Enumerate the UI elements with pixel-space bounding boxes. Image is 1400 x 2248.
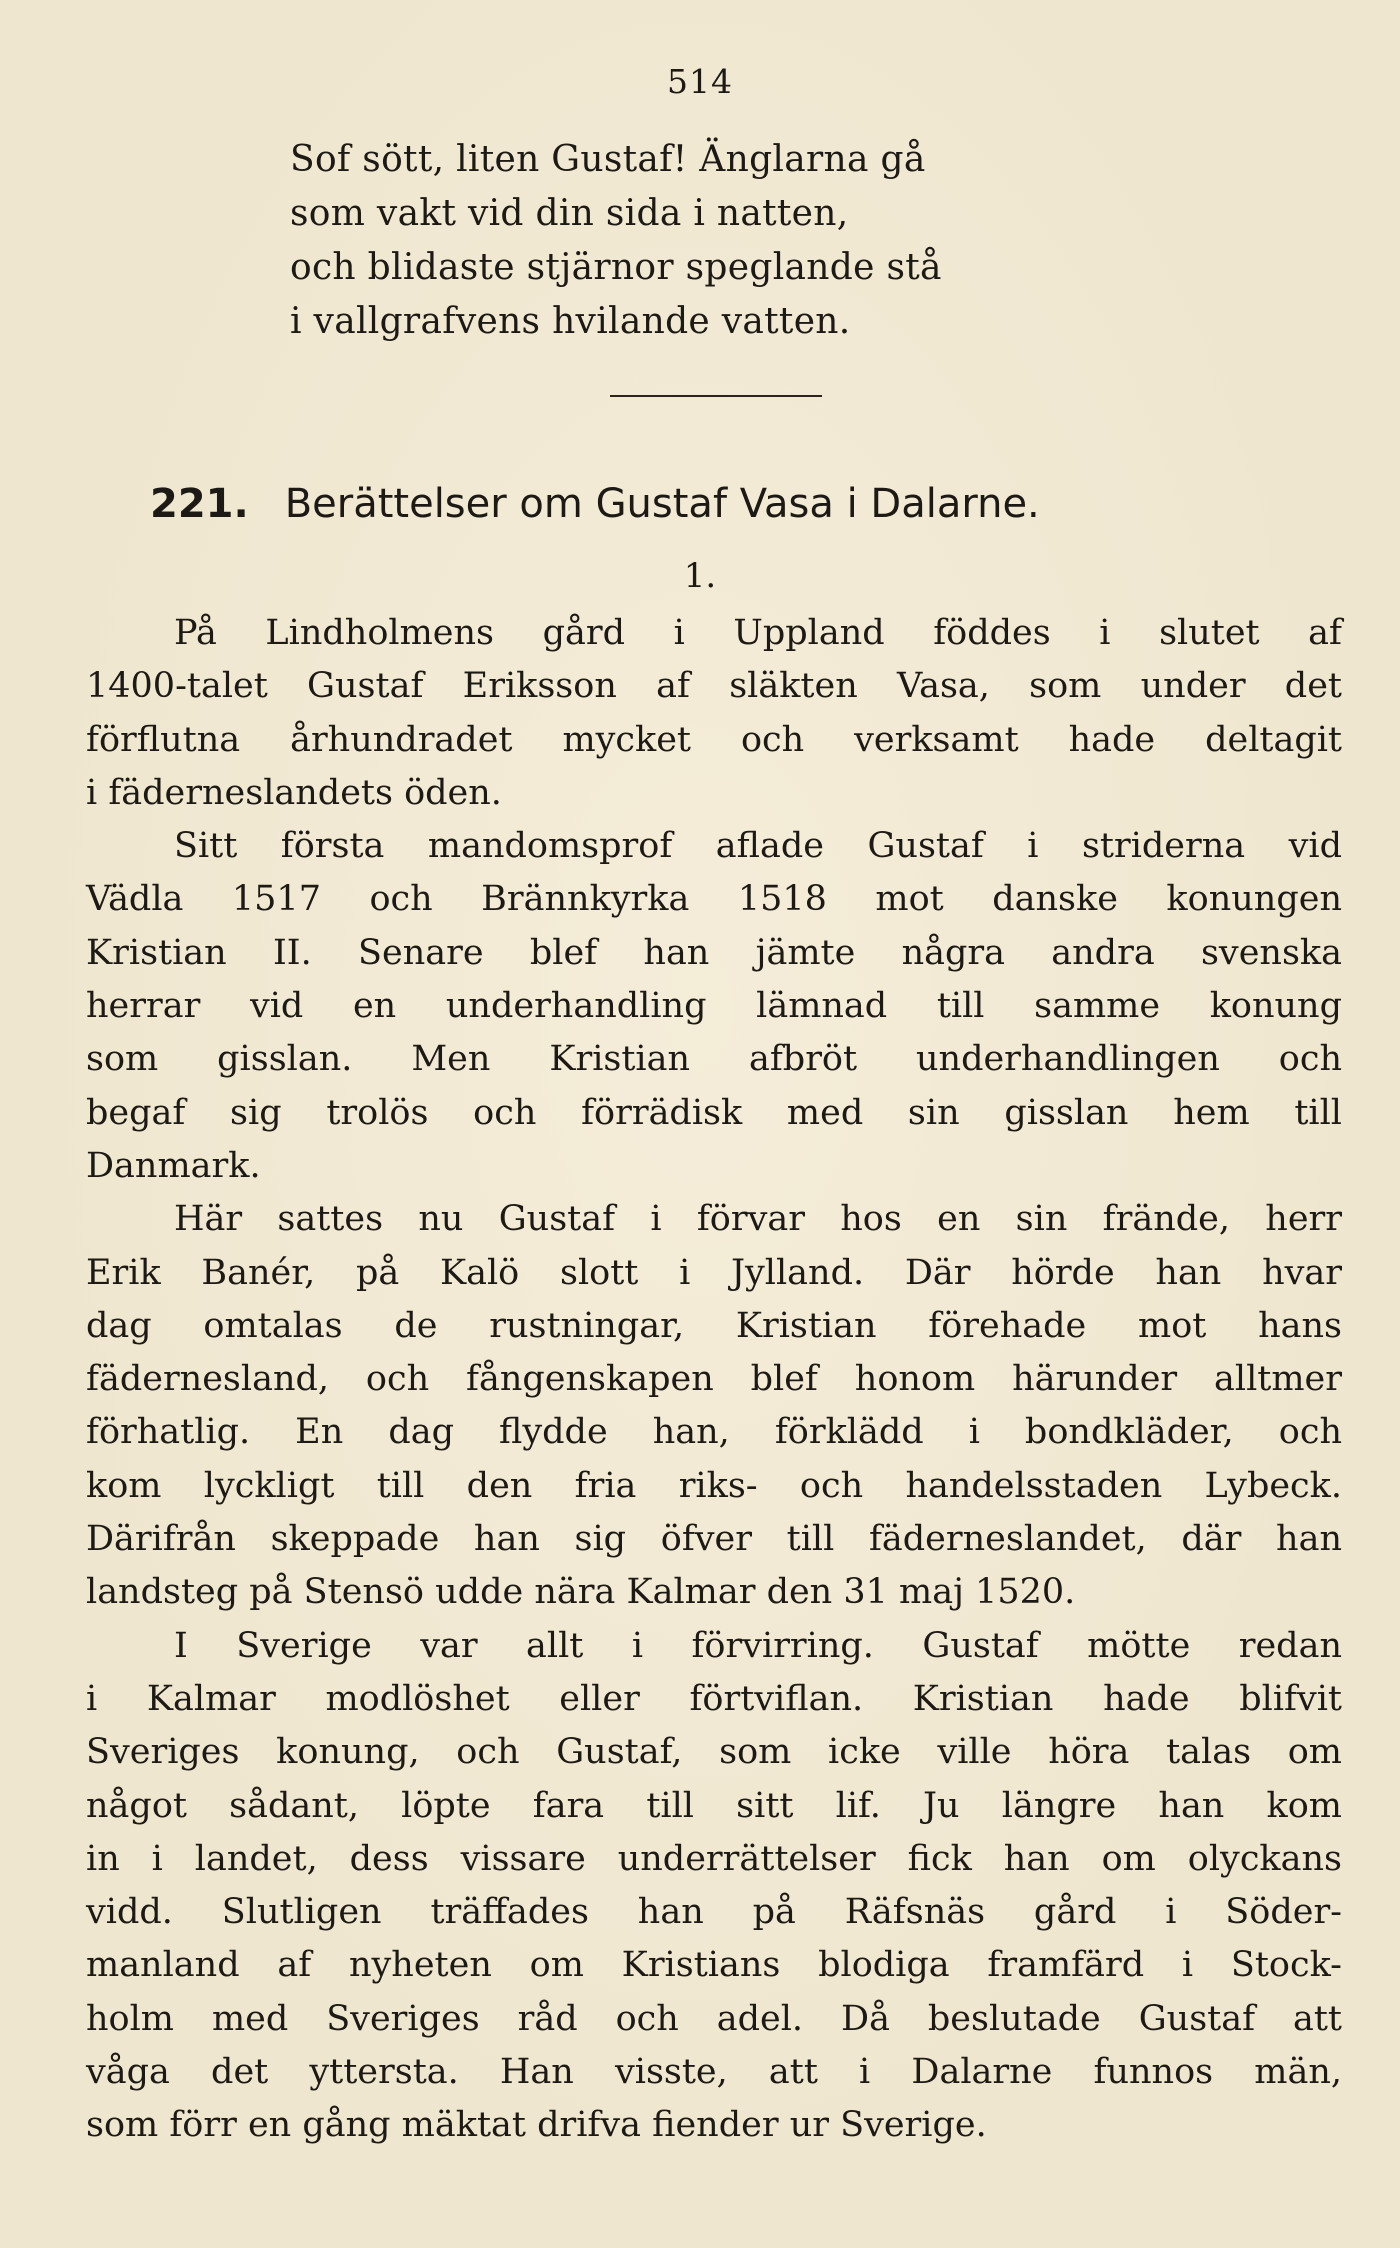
text-line: 1400-talet Gustaf Eriksson af släkten Vasa, som under det — [86, 666, 1342, 707]
section-number: 221. — [150, 481, 249, 527]
text-line: kom lyckligt till den fria riks- och handelsstaden Lybeck. — [86, 1465, 1342, 1506]
text-line: fädernesland, och fångenskapen blef honom härunder alltmer — [86, 1359, 1342, 1400]
text-line: vidd. Slutligen träffades han på Räfsnäs gård i Söder- — [86, 1892, 1342, 1933]
text-line: våga det yttersta. Han visste, att i Dalarne funnos män, — [86, 2052, 1342, 2093]
text-line: manland af nyheten om Kristians blodiga framfärd i Stock- — [86, 1945, 1342, 1986]
text-line: begaf sig trolös och förrädisk med sin gisslan hem till — [86, 1092, 1342, 1133]
subsection-number: 1. — [683, 556, 717, 596]
text-line: Erik Banér, på Kalö slott i Jylland. Där hörde han hvar — [86, 1252, 1342, 1293]
text-line: Sitt första mandomsprof aflade Gustaf i striderna vid — [174, 826, 1342, 867]
text-line: Danmark. — [86, 1145, 261, 1186]
text-line: herrar vid en underhandling lämnad till samme konung — [86, 986, 1342, 1027]
poem-line: som vakt vid din sida i natten, — [290, 193, 849, 234]
text-line: som förr en gång mäktat drifva fiender ur Sverige. — [86, 2105, 987, 2146]
text-line: Sveriges konung, och Gustaf, som icke ville höra talas om — [86, 1732, 1342, 1773]
poem-line: och blidaste stjärnor speglande stå — [290, 247, 942, 288]
text-line: förhatlig. En dag flydde han, förklädd i bondkläder, och — [86, 1412, 1342, 1453]
body-text — [86, 607, 1342, 2153]
text-line: något sådant, löpte fara till sitt lif. Ju längre han kom — [86, 1785, 1342, 1826]
poem-stanza — [290, 133, 1110, 349]
text-line: landsteg på Stensö udde nära Kalmar den 31 maj 1520. — [86, 1572, 1076, 1613]
text-line: holm med Sveriges råd och adel. Då beslutade Gustaf att — [86, 1998, 1342, 2039]
poem-line: i vallgrafvens hvilande vatten. — [290, 301, 851, 342]
text-line: i fäderneslandets öden. — [86, 772, 502, 813]
text-line: dag omtalas de rustningar, Kristian förehade mot hans — [86, 1305, 1342, 1346]
text-line: i Kalmar modlöshet eller förtviflan. Kristian hade blifvit — [86, 1678, 1342, 1719]
text-line: Vädla 1517 och Brännkyrka 1518 mot danske konungen — [86, 879, 1342, 920]
text-line: in i landet, dess vissare underrättelser fick han om olyckans — [86, 1838, 1342, 1879]
section-title: Berättelser om Gustaf Vasa i Dalarne. — [284, 481, 1040, 527]
section-divider — [610, 395, 822, 397]
text-line: I Sverige var allt i förvirring. Gustaf mötte redan — [174, 1625, 1342, 1666]
text-line: Därifrån skeppade han sig öfver till fäderneslandet, där han — [86, 1519, 1342, 1560]
text-line: förflutna århundradet mycket och verksamt hade deltagit — [86, 719, 1342, 760]
section-heading — [150, 474, 1300, 534]
text-line: Här sattes nu Gustaf i förvar hos en sin frände, herr — [174, 1199, 1342, 1240]
text-line: Kristian II. Senare blef han jämte några andra svenska — [86, 932, 1342, 973]
poem-line: Sof sött, liten Gustaf! Änglarna gå — [290, 139, 926, 180]
text-line: som gisslan. Men Kristian afbröt underhandlingen och — [86, 1039, 1342, 1080]
page-number: 514 — [667, 62, 733, 101]
text-line: På Lindholmens gård i Uppland föddes i slutet af — [174, 613, 1342, 653]
